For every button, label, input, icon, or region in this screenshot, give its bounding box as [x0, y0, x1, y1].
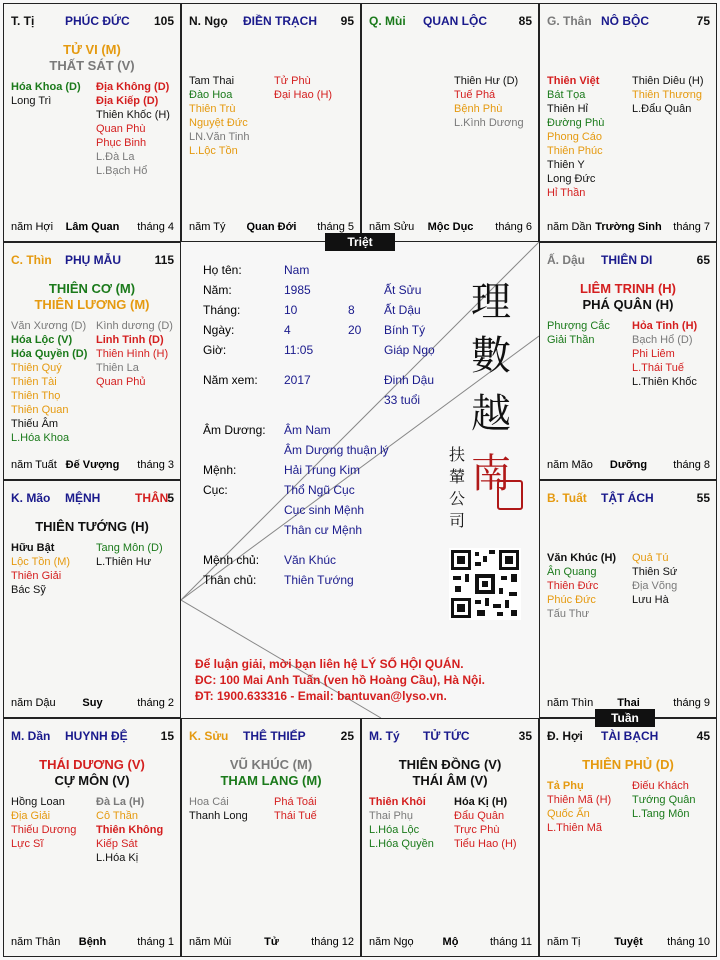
calligraphy-char-3: 越 [471, 391, 511, 437]
minor-star: Tam Thai [189, 75, 235, 87]
palace-header [189, 729, 354, 745]
minor-star: Đẩu Quân [454, 810, 505, 822]
minor-stars-left [547, 74, 604, 200]
minor-stars-left [547, 319, 610, 347]
minor-star: Địa Giải [11, 810, 51, 822]
minor-star: Thiên Giải [11, 570, 62, 582]
minor-star: Phi Liêm [632, 348, 675, 360]
calligraphy-char-4: 南 [471, 451, 511, 497]
value-than-chu: Thiên Tướng [284, 573, 354, 587]
palace-name: MỆNH [65, 491, 101, 505]
center-info-panel [181, 242, 539, 718]
minor-star: Tử Phù [274, 75, 311, 87]
minor-star: Lực Sĩ [11, 838, 44, 850]
minor-stars-left [11, 541, 70, 597]
minor-stars-left [369, 795, 434, 851]
palace-footer [11, 697, 174, 711]
minor-star: Hỉ Thần [547, 187, 586, 199]
minor-star: Tuế Phá [454, 89, 496, 101]
palace-header [547, 253, 710, 269]
minor-star: Phục Binh [96, 137, 147, 149]
minor-stars-right [96, 795, 163, 865]
minor-star: Thiên Y [547, 159, 585, 171]
minor-star: L.Thiên Khốc [632, 376, 697, 388]
canchi-thang: Ất Dậu [384, 303, 421, 317]
tieu-han-year: năm Thìn [547, 697, 594, 709]
value-am-duong: Âm Nam [284, 423, 331, 437]
minor-star: Thanh Long [189, 810, 248, 822]
tieu-han-year: năm Thân [11, 936, 61, 948]
palace-header [547, 729, 710, 745]
minor-star: Bác Sỹ [11, 584, 46, 596]
dai-han-number: 85 [518, 14, 532, 28]
palace-footer [11, 221, 174, 235]
main-star: THIÊN PHỦ (D) [582, 757, 674, 772]
dai-han-number: 55 [696, 491, 710, 505]
minor-star: L.Đẩu Quân [632, 103, 692, 115]
palace-thin[interactable] [3, 242, 181, 480]
palace-mui[interactable] [361, 3, 539, 242]
minor-star: Tả Phụ [547, 780, 584, 792]
minor-star: Phúc Đức [547, 594, 596, 606]
minor-star: Thiếu Dương [11, 824, 77, 836]
main-star: PHÁ QUÂN (H) [582, 297, 674, 312]
label-cuc: Cục: [203, 483, 228, 497]
label-nam-xem: Năm xem: [203, 373, 258, 387]
tieu-han-year: năm Hợi [11, 221, 54, 233]
minor-star: Quan Phủ [96, 376, 146, 388]
can-chi: M. Dần [11, 729, 51, 743]
label-menh: Mệnh: [203, 463, 237, 477]
truong-sinh: Tử [264, 936, 279, 948]
seal-char-2: 輦 [449, 467, 466, 486]
palace-header [11, 253, 174, 269]
minor-star: Thiên Phúc [547, 145, 603, 157]
palace-footer [369, 936, 532, 950]
main-stars [4, 281, 180, 313]
nguyet-han-month: tháng 5 [317, 221, 354, 233]
minor-star: Hóa Lộc (V) [11, 334, 73, 346]
truong-sinh: Trường Sinh [595, 221, 662, 233]
nguyet-han-month: tháng 7 [673, 221, 710, 233]
minor-star: Thiên Hư (D) [454, 75, 519, 87]
minor-star: Hồng Loan [11, 796, 65, 808]
minor-star: Cô Thần [96, 810, 138, 822]
palace-name: TÀI BẠCH [601, 729, 659, 743]
minor-star: L.Hóa Quyền [369, 838, 434, 850]
tuoi: 33 tuổi [384, 393, 421, 407]
minor-star: Đà La (H) [96, 796, 145, 808]
truong-sinh: Lâm Quan [65, 221, 120, 233]
minor-star: Thiên Mã (H) [547, 794, 612, 806]
label-than-chu: Thân chủ: [203, 573, 257, 587]
nguyet-han-month: tháng 6 [495, 221, 532, 233]
palace-name: PHÚC ĐỨC [65, 14, 130, 28]
minor-star: Văn Khúc (H) [547, 552, 617, 564]
main-stars [4, 42, 180, 74]
dai-han-number: 35 [518, 729, 532, 743]
minor-stars-right [632, 779, 696, 821]
dai-han-number: 65 [696, 253, 710, 267]
palace-footer [11, 459, 174, 473]
nguyet-han-month: tháng 11 [489, 936, 532, 948]
minor-star: Thiên La [96, 362, 139, 374]
can-chi: Q. Mùi [369, 14, 406, 28]
palace-header [547, 491, 710, 507]
minor-star: Thiên Quan [11, 404, 69, 416]
seal-char-4: 司 [449, 511, 466, 530]
value-cuc-3: Thân cư Mệnh [284, 523, 363, 537]
minor-star: Thiên Quý [11, 362, 62, 374]
canchi-nam-xem: Đinh Dậu [384, 373, 435, 387]
truong-sinh: Bệnh [78, 936, 107, 948]
nguyet-han-month: tháng 12 [311, 936, 354, 948]
value-am-duong-2: Âm Dương thuận lý [284, 443, 389, 457]
can-chi: K. Sửu [189, 729, 229, 743]
tieu-han-year: năm Sửu [369, 221, 415, 233]
minor-star: Linh Tinh (D) [96, 334, 164, 346]
minor-star: Giải Thần [547, 334, 595, 346]
minor-star: Đào Hoa [189, 89, 233, 101]
value-ho-ten: Nam [284, 263, 310, 277]
tieu-han-year: năm Dần [547, 221, 592, 233]
minor-star: Thiên Thọ [11, 390, 61, 402]
value-cuc: Thổ Ngũ Cục [284, 483, 355, 497]
truong-sinh: Mộ [442, 936, 459, 948]
dai-han-number: 5 [167, 491, 174, 505]
value-ngay-am: 20 [348, 323, 362, 337]
palace-ti[interactable] [3, 3, 181, 242]
dai-han-number: 25 [340, 729, 354, 743]
minor-stars-left [11, 80, 81, 108]
main-star: THÁI DƯƠNG (V) [39, 757, 145, 772]
truong-sinh: Suy [82, 697, 103, 709]
value-gio: 11:05 [284, 343, 314, 357]
value-cuc-2: Cục sinh Mệnh [284, 503, 365, 517]
minor-star: Thiên Việt [547, 75, 600, 87]
tieu-han-year: năm Tuất [11, 459, 57, 471]
minor-star: Phá Toái [274, 796, 317, 808]
value-menh-chu: Văn Khúc [284, 553, 337, 567]
canchi-nam: Ất Sửu [384, 283, 422, 297]
canchi-ngay: Bính Tý [384, 323, 426, 337]
contact-line-3[interactable]: ĐT: 1900.633316 - Email: bantuvan@lyso.vn. [195, 689, 447, 703]
minor-stars-right [632, 74, 704, 116]
minor-star: Bát Tọa [547, 89, 586, 101]
minor-star: Thiên Hỉ [547, 103, 588, 115]
minor-stars-right [96, 319, 173, 389]
minor-star: Hóa Kị (H) [454, 796, 508, 808]
contact-line-2: ĐC: 100 Mai Anh Tuấn (ven hồ Hoàng Cầu), Hà Nội. [195, 673, 486, 687]
nguyet-han-month: tháng 10 [667, 936, 710, 948]
minor-stars-right [96, 541, 163, 569]
minor-star: Trực Phù [454, 824, 500, 836]
minor-star: Ân Quang [547, 566, 597, 578]
contact-line-1: Để luận giải, mời bạn liên hệ LÝ SỐ HỘI QUÁN. [195, 657, 464, 671]
minor-star: Thiên Đức [547, 580, 599, 592]
dai-han-number: 95 [340, 14, 354, 28]
minor-star: Thiên Diêu (H) [632, 75, 704, 87]
truong-sinh: Mộc Dục [427, 221, 474, 233]
minor-star: Thiên Khốc (H) [96, 109, 170, 121]
minor-star: Thiên Sứ [632, 566, 678, 578]
label-ho-ten: Họ tên: [203, 263, 242, 277]
palace-hoi[interactable] [539, 718, 717, 957]
tieu-han-year: năm Mùi [189, 936, 232, 948]
than-marker: THÂN [135, 491, 169, 505]
minor-star: Hóa Quyền (D) [11, 348, 88, 360]
palace-footer [11, 936, 174, 950]
nguyet-han-month: tháng 1 [137, 936, 174, 948]
minor-star: Hóa Khoa (D) [11, 81, 81, 93]
palace-name: QUAN LỘC [423, 14, 487, 28]
main-star: THẤT SÁT (V) [49, 58, 135, 73]
minor-star: Tiểu Hao (H) [454, 838, 517, 850]
tieu-han-year: năm Ngọ [369, 936, 414, 948]
minor-star: L.Hóa Kị [96, 852, 139, 864]
minor-star: Tướng Quân [632, 794, 696, 806]
minor-star: Kình dương (D) [96, 320, 173, 332]
minor-star: Long Trì [11, 95, 52, 107]
palace-mao[interactable] [3, 480, 181, 718]
minor-star: Thiên Thương [632, 89, 703, 101]
minor-stars-left [547, 551, 616, 621]
nguyet-han-month: tháng 9 [673, 697, 710, 709]
minor-star: Thiên Hình (H) [96, 348, 169, 360]
nguyet-han-month: tháng 3 [137, 459, 174, 471]
main-star: THÁI ÂM (V) [412, 773, 488, 788]
palace-header [11, 729, 174, 745]
minor-star: Thiên Khôi [369, 796, 426, 808]
minor-star: L.Tang Môn [632, 808, 690, 820]
label-nam: Năm: [203, 283, 232, 297]
minor-star: L.Hóa Lộc [369, 824, 420, 836]
truong-sinh: Quan Đới [246, 221, 297, 233]
palace-header [547, 14, 710, 30]
minor-stars-left [547, 779, 611, 835]
palace-name: THÊ THIẾP [243, 729, 306, 743]
tieu-han-year: năm Mão [547, 459, 593, 471]
label-gio: Giờ: [203, 343, 227, 357]
minor-star: L.Hóa Khoa [11, 432, 70, 444]
triet-marker: Triệt [325, 233, 395, 251]
palace-header [11, 491, 174, 507]
minor-star: L.Thái Tuế [632, 362, 684, 374]
minor-star: Thiếu Âm [11, 418, 59, 430]
minor-star: L.Bạch Hổ [96, 165, 148, 177]
label-thang: Tháng: [203, 303, 241, 317]
tuan-marker: Tuần [595, 709, 655, 727]
dai-han-number: 105 [153, 14, 174, 28]
calligraphy-char-2: 數 [471, 333, 511, 379]
minor-star: Đại Hao (H) [274, 89, 333, 101]
minor-star: L.Thiên Mã [547, 822, 603, 834]
dai-han-number: 15 [160, 729, 174, 743]
minor-stars-left [189, 74, 250, 158]
palace-dan[interactable] [3, 718, 181, 957]
main-star: LIÊM TRINH (H) [579, 281, 677, 296]
contact-info [195, 656, 485, 704]
minor-star: Điếu Khách [632, 780, 689, 792]
minor-stars-right [274, 74, 332, 102]
palace-header [369, 729, 532, 745]
minor-star: Thiên Không [96, 824, 164, 836]
tieu-han-year: năm Dậu [11, 697, 56, 709]
value-ngay: 4 [284, 323, 291, 337]
dai-han-number: 45 [696, 729, 710, 743]
minor-star: Kiếp Sát [96, 838, 138, 850]
minor-star: Lưu Hà [632, 594, 669, 606]
palace-footer [189, 936, 354, 950]
palace-name: PHỤ MẪU [65, 253, 121, 267]
main-stars [4, 757, 180, 789]
value-nam-xem: 2017 [284, 373, 311, 387]
value-thang: 10 [284, 303, 298, 317]
minor-star: L.Lộc Tồn [189, 145, 238, 157]
minor-star: Phong Cáo [547, 131, 603, 143]
value-thang-am: 8 [348, 303, 355, 317]
minor-star: Thai Phụ [369, 810, 414, 822]
palace-suu[interactable] [181, 718, 361, 957]
nguyet-han-month: tháng 4 [137, 221, 174, 233]
palace-tuat[interactable] [539, 480, 717, 718]
minor-star: Thái Tuế [274, 810, 317, 822]
minor-star: Thiên Tài [11, 376, 57, 388]
can-chi: N. Ngọ [189, 14, 228, 28]
tieu-han-year: năm Tý [189, 221, 226, 233]
main-star: THIÊN TƯỚNG (H) [35, 519, 149, 534]
minor-stars-left [11, 795, 76, 851]
can-chi: Ấ. Dậu [547, 253, 586, 267]
nguyet-han-month: tháng 2 [137, 697, 174, 709]
minor-stars-left [189, 795, 248, 823]
main-star: THIÊN ĐỒNG (V) [398, 757, 502, 772]
main-star: THIÊN CƠ (M) [48, 281, 136, 296]
main-star: TỬ VI (M) [63, 42, 121, 57]
red-seal-stamp [497, 480, 523, 510]
minor-star: Quả Tú [632, 552, 669, 564]
minor-star: Bệnh Phù [454, 103, 503, 115]
main-star: THIÊN LƯƠNG (M) [34, 297, 150, 312]
minor-star: Tấu Thư [547, 608, 590, 620]
calligraphy-char-1: 理 [471, 279, 511, 325]
palace-name: ĐIỀN TRẠCH [243, 14, 317, 28]
label-menh-chu: Mệnh chủ: [203, 553, 260, 567]
main-stars [362, 757, 538, 789]
main-star: CỰ MÔN (V) [54, 773, 130, 788]
canchi-gio: Giáp Ngọ [384, 343, 435, 357]
minor-star: Nguyệt Đức [189, 117, 248, 129]
palace-dau[interactable] [539, 242, 717, 480]
minor-star: Địa Võng [632, 580, 678, 592]
minor-star: L.Thiên Hư [96, 556, 152, 568]
label-ngay: Ngày: [203, 323, 235, 337]
minor-star: Hỏa Tinh (H) [632, 320, 698, 332]
main-stars [4, 519, 180, 535]
minor-stars-right [96, 80, 170, 178]
palace-name: NÔ BỘC [601, 14, 649, 28]
palace-ngo[interactable] [181, 3, 361, 242]
nguyet-han-month: tháng 8 [673, 459, 710, 471]
main-star: VŨ KHÚC (M) [229, 757, 313, 772]
minor-stars-left [11, 319, 87, 445]
minor-star: Hữu Bật [11, 542, 55, 554]
minor-stars-right [632, 551, 677, 607]
label-am-duong: Âm Dương: [203, 423, 266, 437]
minor-stars-right [632, 319, 697, 389]
minor-star: Quốc Ấn [547, 808, 590, 820]
truong-sinh: Dưỡng [609, 459, 648, 471]
minor-star: Địa Không (D) [96, 81, 170, 93]
palace-footer [547, 221, 710, 235]
minor-star: Long Đức [547, 173, 596, 185]
minor-star: Đường Phù [547, 117, 605, 129]
dai-han-number: 75 [696, 14, 710, 28]
minor-star: Tang Môn (D) [96, 542, 163, 554]
palace-name: THIÊN DI [601, 253, 653, 267]
minor-star: L.Đà La [96, 151, 135, 163]
palace-ty[interactable] [361, 718, 539, 957]
palace-name: TẬT ÁCH [601, 491, 654, 505]
minor-stars-right [454, 795, 517, 851]
palace-header [189, 14, 354, 30]
qr-code-icon[interactable] [449, 548, 521, 620]
palace-header [369, 14, 532, 30]
main-stars [182, 757, 360, 789]
minor-star: L.Kình Dương [454, 117, 524, 129]
palace-header [11, 14, 174, 30]
can-chi: B. Tuất [547, 491, 587, 505]
seal-char-3: 公 [449, 489, 466, 508]
can-chi: C. Thìn [11, 253, 52, 267]
minor-stars-right [274, 795, 317, 823]
palace-footer [547, 936, 710, 950]
minor-star: Quan Phù [96, 123, 146, 135]
minor-star: Địa Kiếp (D) [96, 95, 159, 107]
can-chi: M. Tý [369, 729, 400, 743]
minor-star: Văn Xương (D) [11, 320, 87, 332]
minor-star: Lộc Tồn (M) [11, 556, 71, 568]
main-stars [540, 281, 716, 313]
palace-name: TỬ TỨC [423, 729, 470, 743]
tieu-han-year: năm Tị [547, 936, 581, 948]
minor-star: Thiên Trù [189, 103, 236, 115]
minor-star: Bạch Hổ (D) [632, 334, 693, 346]
can-chi: G. Thân [547, 14, 592, 28]
truong-sinh: Tuyệt [614, 936, 643, 948]
minor-star: Phượng Cắc [547, 320, 610, 332]
can-chi: T. Tị [11, 14, 35, 28]
palace-name: HUYNH ĐỆ [65, 729, 128, 743]
palace-than[interactable] [539, 3, 717, 242]
can-chi: Đ. Hợi [547, 729, 583, 743]
truong-sinh: Đế Vượng [65, 459, 120, 471]
palace-footer [547, 459, 710, 473]
truong-sinh: Thai [617, 697, 640, 709]
minor-star: LN.Văn Tinh [189, 131, 250, 143]
can-chi: K. Mão [11, 491, 51, 505]
main-star: THAM LANG (M) [220, 773, 322, 788]
value-menh: Hải Trung Kim [284, 463, 361, 477]
value-nam: 1985 [284, 283, 311, 297]
dai-han-number: 115 [154, 253, 174, 267]
minor-star: Hoa Cái [189, 796, 229, 808]
main-stars [540, 757, 716, 773]
seal-char-1: 扶 [449, 445, 466, 464]
minor-stars-right [454, 74, 524, 130]
